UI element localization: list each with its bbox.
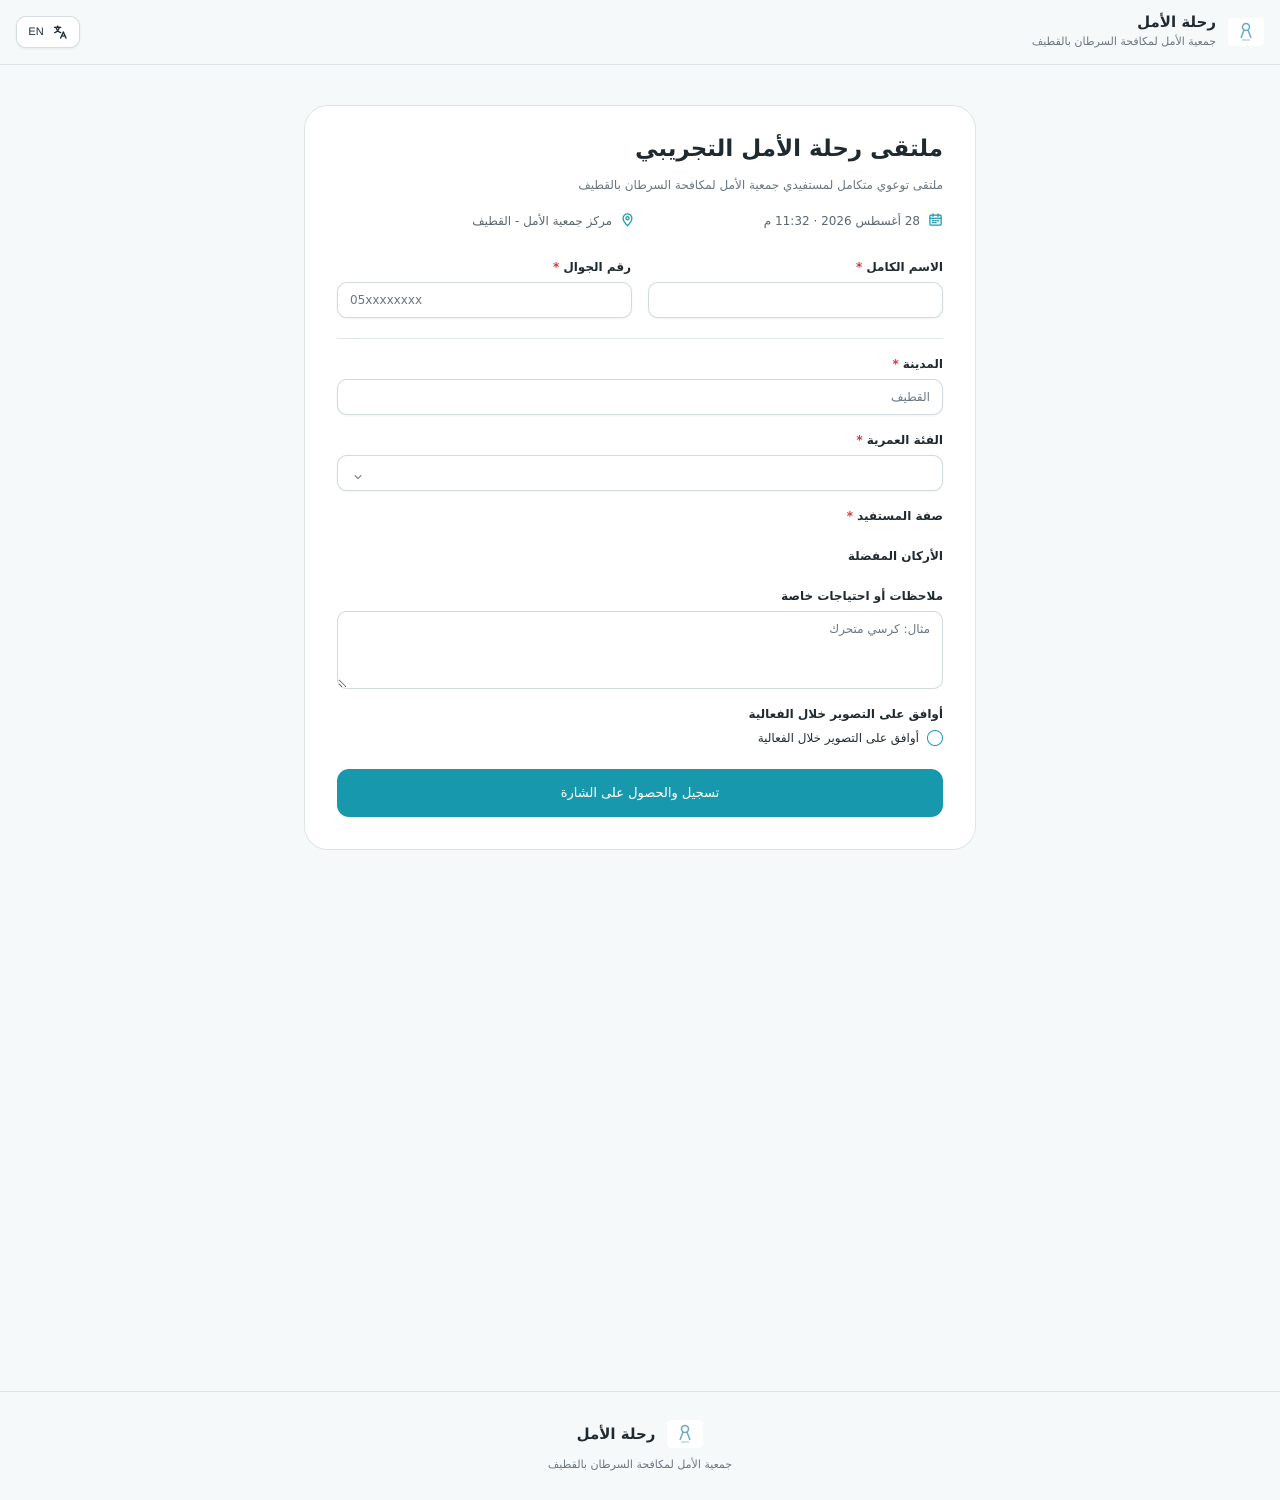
notes-label: ملاحظات أو احتياجات خاصة xyxy=(781,589,943,603)
city-input[interactable] xyxy=(337,379,943,415)
age-group-label: الفئة العمرية* xyxy=(856,433,943,447)
event-date xyxy=(764,212,943,230)
photo-consent-option[interactable] xyxy=(758,730,943,746)
city-label: المدينة* xyxy=(892,357,943,371)
full-name-label: الاسم الكامل* xyxy=(856,260,943,274)
top-header xyxy=(0,0,1280,65)
page-footer xyxy=(0,1391,1280,1500)
brand-title: رحلة الأمل xyxy=(1137,13,1216,31)
phone-label: رقم الجوال* xyxy=(553,260,631,274)
preferred-corners-label: الأركان المفضلة xyxy=(847,549,943,563)
photo-consent-radio[interactable] xyxy=(927,730,943,746)
calendar-icon xyxy=(928,212,943,230)
ribbon-logo-icon xyxy=(1228,18,1264,46)
full-name-input[interactable] xyxy=(648,282,943,318)
photo-consent-label: أوافق على التصوير خلال الفعالية xyxy=(748,707,943,721)
event-location-text: مركز جمعية الأمل - القطيف xyxy=(472,214,612,228)
registration-card xyxy=(304,105,976,850)
notes-textarea[interactable] xyxy=(337,611,943,689)
event-title: ملتقى رحلة الأمل التجريبي xyxy=(635,136,943,162)
event-location xyxy=(472,212,635,230)
phone-input[interactable] xyxy=(337,282,632,318)
event-date-text: 28 أغسطس 2026 · 11:32 م xyxy=(763,214,920,228)
language-label: EN xyxy=(28,26,44,38)
required-mark: * xyxy=(856,260,863,274)
footer-subtitle: جمعية الأمل لمكافحة السرطان بالقطيف xyxy=(547,1458,733,1471)
required-mark: * xyxy=(553,260,560,274)
map-pin-icon xyxy=(620,212,635,230)
required-mark: * xyxy=(892,357,899,371)
footer-title: رحلة الأمل xyxy=(576,1425,656,1443)
age-group-select[interactable] xyxy=(337,455,943,491)
beneficiary-type-label: صفة المستفيد* xyxy=(846,509,943,523)
header-brand[interactable] xyxy=(1032,12,1264,52)
event-subtitle: ملتقى توعوي متكامل لمستفيدي جمعية الأمل لمكافحة السرطان بالقطيف xyxy=(578,178,943,192)
footer-brand xyxy=(0,1420,1280,1448)
photo-consent-option-label: أوافق على التصوير خلال الفعالية xyxy=(757,731,919,745)
required-mark: * xyxy=(846,509,854,523)
chevron-down-icon xyxy=(352,468,364,487)
section-divider xyxy=(337,338,943,339)
register-submit-button[interactable]: تسجيل والحصول على الشارة xyxy=(337,769,943,817)
required-mark: * xyxy=(856,433,863,447)
ribbon-logo-icon xyxy=(667,1420,703,1448)
translate-icon xyxy=(52,24,68,40)
brand-subtitle: جمعية الأمل لمكافحة السرطان بالقطيف xyxy=(1031,35,1216,48)
language-toggle-button[interactable] xyxy=(16,16,80,48)
